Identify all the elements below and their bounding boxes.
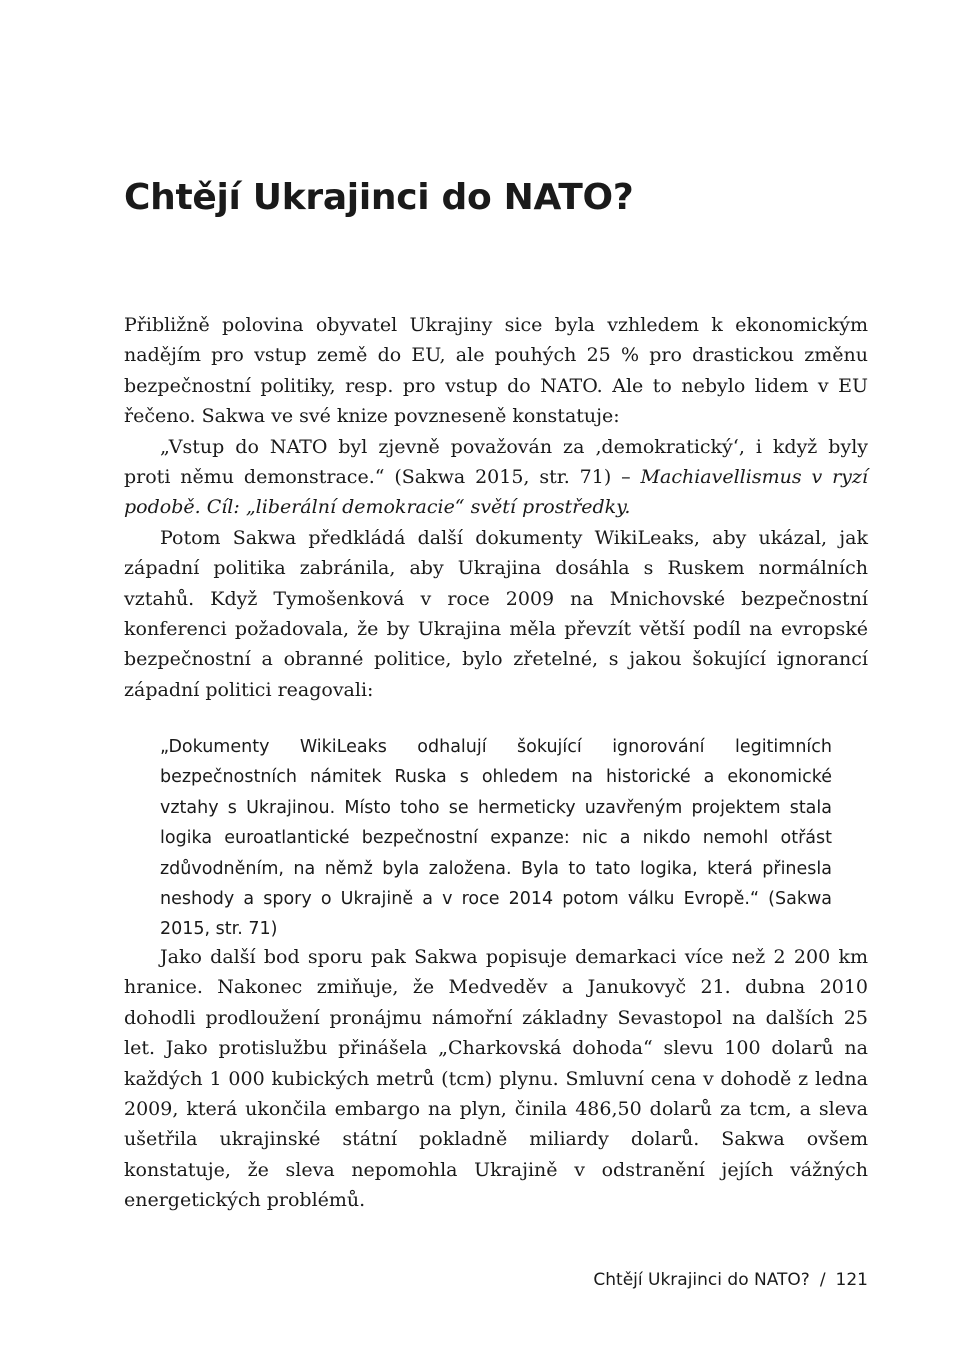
paragraph-1: Přibližně polovina obyvatel Ukrajiny sice byla vzhledem k ekonomickým nadějím pro vstup země do EU, ale pouhých 25 % pro drastickou změnu bezpečnostní politiky, resp. pro vstup do NATO. Ale to nebylo lidem v EU řečeno. Sakwa ve své knize povzneseně konstatuje: xyxy=(124,314,868,428)
paragraph-4: Jako další bod sporu pak Sakwa popisuje demarkaci více než 2 200 km hranice. Nakonec zmiňuje, že Medveděv a Janukovyč 21. dubna 2010 dohodli prodloužení pronájmu námořní základny Sevastopol na dalších 25 let. Jako protislužbu přinášela „Charkovská dohoda“ slevu 100 dolarů na každých 1 000 kubických metrů (tcm) plynu. Smluvní cena v dohodě z ledna 2009, která ukončila embargo na plyn, činila 486,50 dolarů za tcm, a sleva ušetřila ukrajinské státní pokladně miliardy dolarů. Sakwa ovšem konstatuje, že sleva nepomohla Ukrajině v odstranění jejích vážných energetických problémů. xyxy=(124,946,868,1212)
paragraph-3: Potom Sakwa předkládá další dokumenty WikiLeaks, aby ukázal, jak západní politika zabránila, aby Ukrajina dosáhla s Ruskem normálních vztahů. Když Tymošenková v roce 2009 na Mnichovské bezpečnostní konferenci požadovala, že by Ukrajina měla převzít větší podíl na evropské bezpečnostní a obranné politice, bylo zřetelné, s jakou šokující ignorancí západní politici reagovali: xyxy=(124,526,868,701)
chapter-title: Chtějí Ukrajinci do NATO? xyxy=(124,177,634,218)
page-number: 121 xyxy=(835,1270,868,1290)
italic-comment: Machiavellismus v ryzí podobě. Cíl: „liberální demokracie“ světí prostředky. xyxy=(124,466,868,519)
body-text xyxy=(124,310,868,705)
body-text-continued xyxy=(124,942,868,1216)
page-footer xyxy=(593,1266,868,1294)
footer-separator: / xyxy=(819,1270,826,1290)
block-quote: „Dokumenty WikiLeaks odhalují šokující ignorování legitimních bezpečnostních námitek Ruska s ohledem na historické a ekonomické vztahy s Ukrajinou. Místo toho se hermeticky uzavřeným projektem stala logika euroatlantické bezpečnostní expanze: nic a nikdo nemohl otřást zdůvodněním, na němž byla založena. Byla to tato logika, která přinesla neshody a spory o Ukrajině a v roce 2014 potom válku Evropě.“ (Sakwa 2015, str. 71) xyxy=(160,737,832,940)
paragraph-2 xyxy=(124,432,868,523)
quote-text: „Vstup do NATO byl zjevně považován za ‚demokratický‘, i když byly proti němu demonstrace.“ (Sakwa 2015, str. 71) – xyxy=(124,435,868,489)
running-title: Chtějí Ukrajinci do NATO? xyxy=(593,1270,810,1290)
